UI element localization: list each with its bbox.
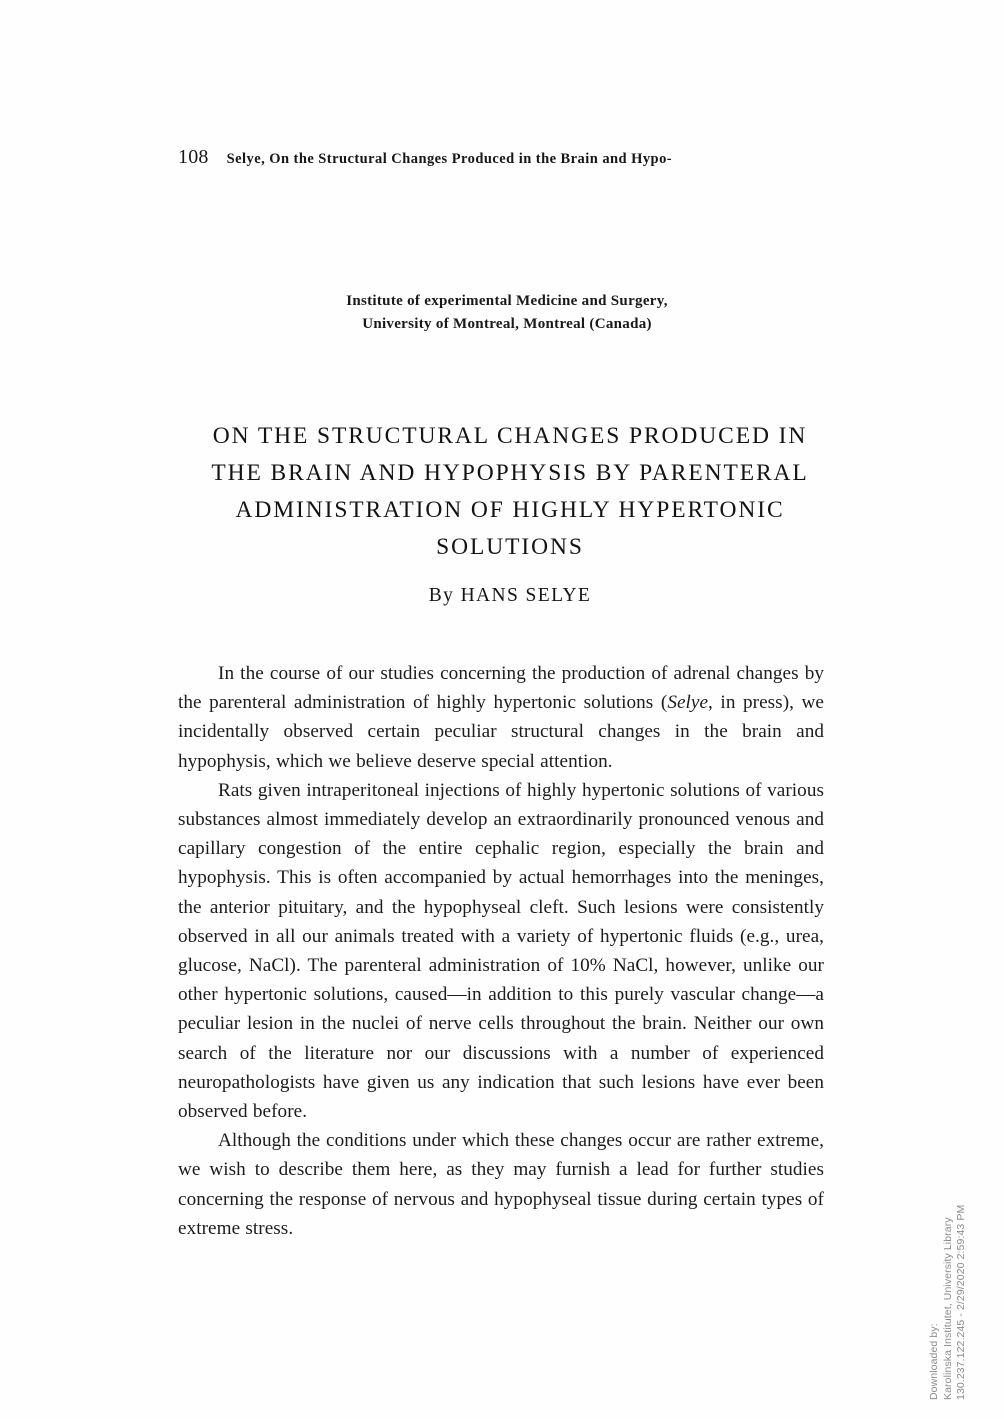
title-line-4: SOLUTIONS [436,534,584,560]
title-line-2: THE BRAIN AND HYPOPHYSIS BY PARENTERAL [211,460,809,486]
citation-author: Selye [667,692,709,714]
running-head-text: Selye, On the Structural Changes Produced in the Brain and Hypo- [226,151,673,167]
article-title [0,418,1004,566]
download-watermark [928,1204,988,1400]
body-text [178,659,824,1243]
page-number: 108 [178,146,209,168]
watermark-line-3: 130.237.122.245 - 2/29/2020 2:59:43 PM [955,1204,967,1400]
title-line-3: ADMINISTRATION OF HIGHLY HYPERTONIC [235,497,785,523]
paragraph-1 [178,659,824,776]
running-head [178,146,878,169]
paragraph-1-part-2: , in press), we incidentally observed certain peculiar structural changes in the brain and hypophysis, which we believe deserve special attention. [178,692,824,772]
paragraph-2: Rats given intraperitoneal injections of highly hypertonic solutions of various substances almost immediately develop an extraordinarily pronounced venous and capillary congestion of the entire cephalic region, especially the brain and hypophysis. This is often accompanied by actual hemorrhages into the meninges, the anterior pituitary, and the hypophyseal cleft. Such lesions were consistently observed in all our animals treated with a variety of hypertonic fluids (e.g., urea, glucose, NaCl). The parenteral administration of 10% NaCl, however, unlike our other hypertonic solutions, caused—in addition to this purely vascular change—a peculiar lesion in the nuclei of nerve cells throughout the brain. Neither our own search of the literature nor our discussions with a number of experienced neuropathologists have given us any indication that such lesions have ever been observed before. [178,779,824,1123]
watermark-line-1: Downloaded by: [928,1323,940,1400]
paragraph-1-part-1: In the course of our studies concerning the production of adrenal changes by the parenteral administration of highly hypertonic solutions ( [178,663,824,714]
affiliation-block [0,290,1004,336]
title-line-1: ON THE STRUCTURAL CHANGES PRODUCED IN [212,423,808,449]
author-byline: By HANS SELYE [428,585,592,606]
affiliation-line-1: Institute of experimental Medicine and Surgery, [346,293,668,309]
affiliation-line-2: University of Montreal, Montreal (Canada) [362,316,652,332]
watermark-line-2: Karolinska Institutet, University Library [941,1217,954,1400]
paragraph-3: Although the conditions under which these changes occur are rather extreme, we wish to describe them here, as they may furnish a lead for further studies concerning the response of nervous and hypophyseal tissue during certain types of extreme stress. [178,1130,824,1239]
